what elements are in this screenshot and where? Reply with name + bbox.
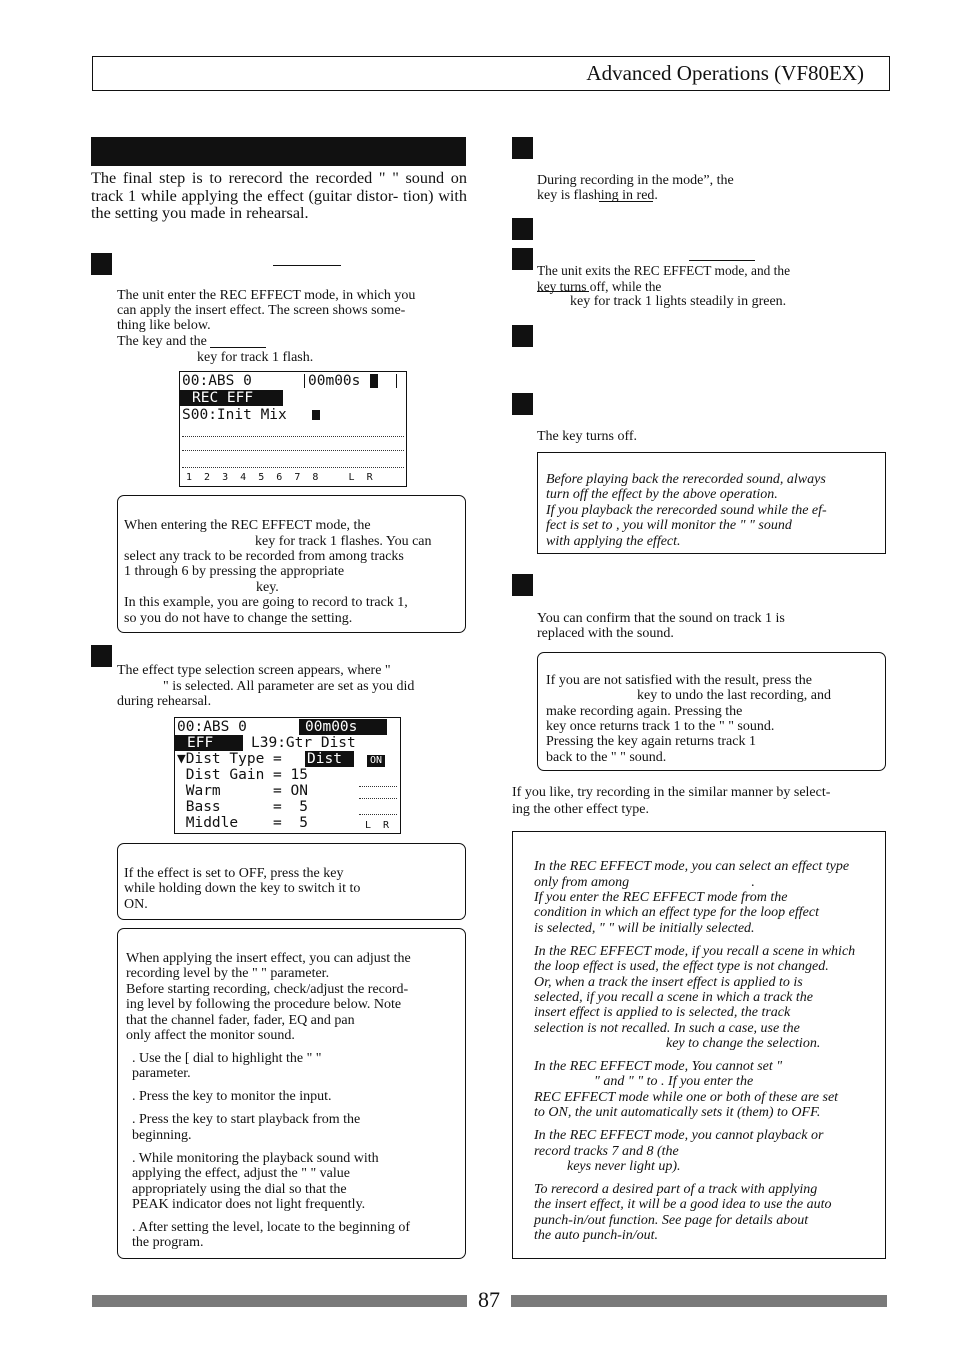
lcd2-meter-2: [359, 798, 397, 799]
note3-item-1b: parameter.: [132, 1066, 191, 1081]
page-header-title: Advanced Operations (VF80EX): [586, 61, 864, 85]
caution-line-1: Before playing back the rerecorded sound, always: [546, 472, 826, 487]
note2-line-2: while holding down the key to switch it to: [124, 881, 361, 896]
step-7-marker: [512, 393, 533, 415]
lcd1-scene-marker: [312, 410, 320, 420]
memo-line-21: record tracks 7 and 8 (the: [534, 1144, 679, 1159]
note3-line-2: recording level by the " " parameter.: [126, 966, 330, 981]
section-heading-bar: [91, 137, 466, 166]
caution-line-5: with applying the effect.: [546, 534, 681, 549]
note4-line-6: back to the " " sound.: [546, 750, 667, 765]
memo-line-9: Or, when a track the insert effect is applied to is: [534, 975, 803, 990]
step7-line: The key turns off.: [537, 429, 638, 444]
lcd1-scene: S00:Init Mix: [182, 407, 287, 423]
note3-item-2: . Press the key to monitor the input.: [132, 1089, 332, 1104]
memo-line-1: In the REC EFFECT mode, you can select an effect type: [534, 859, 850, 874]
memo-line-10: selected, if you recall a scene in which a track the: [534, 990, 814, 1005]
note3-item-3b: beginning.: [132, 1128, 192, 1143]
step2-line-2: " is selected. All parameter are set as you did: [163, 679, 415, 694]
try-line-1: If you like, try recording in the similar manner by select-: [512, 785, 831, 800]
lcd2-lr: L R: [365, 820, 390, 831]
memo-line-26: punch-in/out function. See page for details about: [534, 1213, 809, 1228]
note3-item-4d: PEAK indicator does not light frequently.: [132, 1197, 366, 1212]
note4-line-3: make recording again. Pressing the: [546, 704, 743, 719]
note4-line-5: Pressing the key again returns track 1: [546, 734, 756, 749]
note2-line-1: If the effect is set to OFF, press the key: [124, 866, 344, 881]
memo-line-5: is selected, " " will be initially selected.: [534, 921, 755, 936]
step1-line-2: can apply the insert effect. The screen shows some-: [117, 303, 406, 318]
step5-line-3: key for track 1 lights steadily in green.: [570, 294, 787, 309]
memo-line-20: In the REC EFFECT mode, you cannot playback or: [534, 1128, 824, 1143]
step1-line-4: The key and the: [117, 334, 207, 349]
note1-line-2: key for track 1 flashes. You can: [255, 534, 432, 549]
memo-line-3: If you enter the REC EFFECT mode from the: [534, 890, 788, 905]
note4-line-2: key to undo the last recording, and: [637, 688, 832, 703]
step-6-marker: [512, 325, 533, 347]
lcd1-meter-line-3: [182, 467, 404, 468]
memo-line-25: the insert effect, it will be a good idea to use the auto: [534, 1197, 832, 1212]
note1-line-3: select any track to be recorded from among tracks: [124, 549, 404, 564]
lcd2-meter-1: [359, 786, 397, 787]
note3-line-6: only affect the monitor sound.: [126, 1028, 295, 1043]
step8-line-2: replaced with the sound.: [537, 626, 674, 641]
step5-line-2: key turns off, while the: [537, 279, 662, 294]
step1-line-5: key for track 1 flash.: [197, 350, 314, 365]
lcd1-divider-2: [396, 374, 397, 388]
lcd1-row1: 00:ABS 0: [182, 373, 252, 389]
lcd2-dist-type-value: Dist: [305, 751, 354, 767]
note3-line-5: that the channel fader, fader, EQ and pan: [126, 1013, 355, 1028]
note1-line-4: 1 through 6 by pressing the appropriate: [124, 564, 345, 579]
note2-line-3: ON.: [124, 897, 148, 912]
step-1-key-underline: [273, 265, 341, 266]
note3-line-4: ing level by following the procedure below. Note: [126, 997, 402, 1012]
lcd-screen-effect-type: [174, 717, 401, 834]
lcd1-track-numbers: 1 2 3 4 5 6 7 8 L R: [186, 472, 373, 483]
lcd2-row1: 00:ABS 0: [177, 719, 247, 735]
lcd2-dist-type: ▼Dist Type =: [177, 751, 282, 767]
step3-line-2: key is flashing in red.: [537, 188, 658, 203]
memo-line-7: In the REC EFFECT mode, if you recall a scene in which: [534, 944, 856, 959]
step3-line-1: During recording in the mode”, the: [537, 173, 734, 188]
step-8-marker: [512, 574, 533, 596]
memo-line-2: only from among: [534, 875, 630, 890]
lcd1-time-cursor: [370, 374, 378, 388]
caution-line-4: fect is set to , you will monitor the " " sound: [546, 518, 792, 533]
lcd2-meter-3: [359, 814, 397, 815]
note3-item-4c: appropriately using the dial so that the: [132, 1182, 347, 1197]
memo-line-4: condition in which an effect type for the loop effect: [534, 905, 819, 920]
memo-line-18: to ON, the unit automatically sets it (them) to OFF.: [534, 1105, 821, 1120]
lcd-screen-rec-eff: [179, 371, 407, 487]
step-4-marker: [512, 218, 533, 240]
try-line-2: ing the other effect type.: [512, 802, 649, 817]
lcd2-middle: Middle = 5: [177, 815, 308, 831]
caution-line-3: If you playback the rerecorded sound while the ef-: [546, 503, 827, 518]
note1-line-5: key.: [256, 580, 279, 595]
note1-line-7: so you do not have to change the setting.: [124, 611, 353, 626]
lcd1-meter-line-1: [182, 436, 404, 437]
note3-item-5a: . After setting the level, locate to the beginning of: [132, 1220, 410, 1235]
note3-item-5b: the program.: [132, 1235, 204, 1250]
step-5-marker: [512, 248, 533, 270]
footer-bar-left: [92, 1295, 467, 1307]
memo-line-22: keys never light up).: [567, 1159, 681, 1174]
lcd2-warm: Warm = ON: [177, 783, 308, 799]
note4-line-1: If you are not satisfied with the result, press the: [546, 673, 812, 688]
note3-item-1a: . Use the [ dial to highlight the " ": [132, 1051, 322, 1066]
lcd2-dist-gain: Dist Gain = 15: [177, 767, 308, 783]
note1-line-1: When entering the REC EFFECT mode, the: [124, 518, 371, 533]
step2-line-1: The effect type selection screen appears, where ": [117, 663, 391, 678]
step-2-marker: [91, 645, 112, 667]
lcd2-bass: Bass = 5: [177, 799, 308, 815]
step1-key-underline: [210, 347, 266, 348]
intro-paragraph: The final step is to rerecord the recorded " " sound on track 1 while applying the effect (guitar distor- tion) with the setting you made in rehearsal.: [91, 169, 467, 223]
note1-line-6: In this example, you are going to record to track 1,: [124, 595, 408, 610]
step-3-marker: [512, 137, 533, 159]
memo-line-12: selection is not recalled. In such a case, use the: [534, 1021, 800, 1036]
footer-bar-right: [511, 1295, 887, 1307]
step8-line-1: You can confirm that the sound on track 1 is: [537, 611, 785, 626]
memo-line-16: " and " " to . If you enter the: [594, 1074, 754, 1089]
memo-line-27: the auto punch-in/out.: [534, 1228, 659, 1243]
note3-item-4b: applying the effect, adjust the " " value: [132, 1166, 350, 1181]
memo-line-11: insert effect is applied to is selected, the track: [534, 1005, 791, 1020]
memo-line-24: To rerecord a desired part of a track with applying: [534, 1182, 818, 1197]
note3-line-3: Before starting recording, check/adjust the record-: [126, 982, 409, 997]
lcd2-eff-label: EFF: [175, 735, 243, 751]
memo-line-17: REC EFFECT mode while one or both of these are set: [534, 1090, 839, 1105]
step2-line-3: during rehearsal.: [117, 694, 212, 709]
lcd2-on-indicator: ON: [367, 755, 385, 767]
lcd1-time: 00m00s: [308, 373, 361, 389]
note4-line-4: key once returns track 1 to the " " sound.: [546, 719, 775, 734]
lcd1-divider: [304, 374, 305, 388]
memo-line-15: In the REC EFFECT mode, You cannot set ": [534, 1059, 783, 1074]
step-1-marker: [91, 253, 112, 275]
page-number: 87: [478, 1287, 500, 1312]
caution-line-2: turn off the effect by the above operation.: [546, 487, 778, 502]
lcd2-effect-name: L39:Gtr Dist: [251, 735, 356, 751]
note3-item-3a: . Press the key to start playback from the: [132, 1112, 361, 1127]
note3-item-4a: . While monitoring the playback sound with: [132, 1151, 379, 1166]
step5-line-1: The unit exits the REC EFFECT mode, and the: [537, 263, 791, 278]
memo-period: .: [751, 875, 755, 890]
note3-line-1: When applying the insert effect, you can adjust the: [126, 951, 411, 966]
step1-line-3: thing like below.: [117, 318, 211, 333]
memo-line-8: the loop effect is used, the effect type is not changed.: [534, 959, 829, 974]
lcd1-meter-line-2: [182, 450, 404, 451]
step1-line-1: The unit enter the REC EFFECT mode, in which you: [117, 288, 416, 303]
step5-key-underline: [689, 260, 755, 261]
lcd1-rec-eff-label: REC EFF: [180, 390, 283, 406]
lcd2-time: 00m00s: [299, 719, 387, 735]
memo-line-13: key to change the selection.: [666, 1036, 821, 1051]
